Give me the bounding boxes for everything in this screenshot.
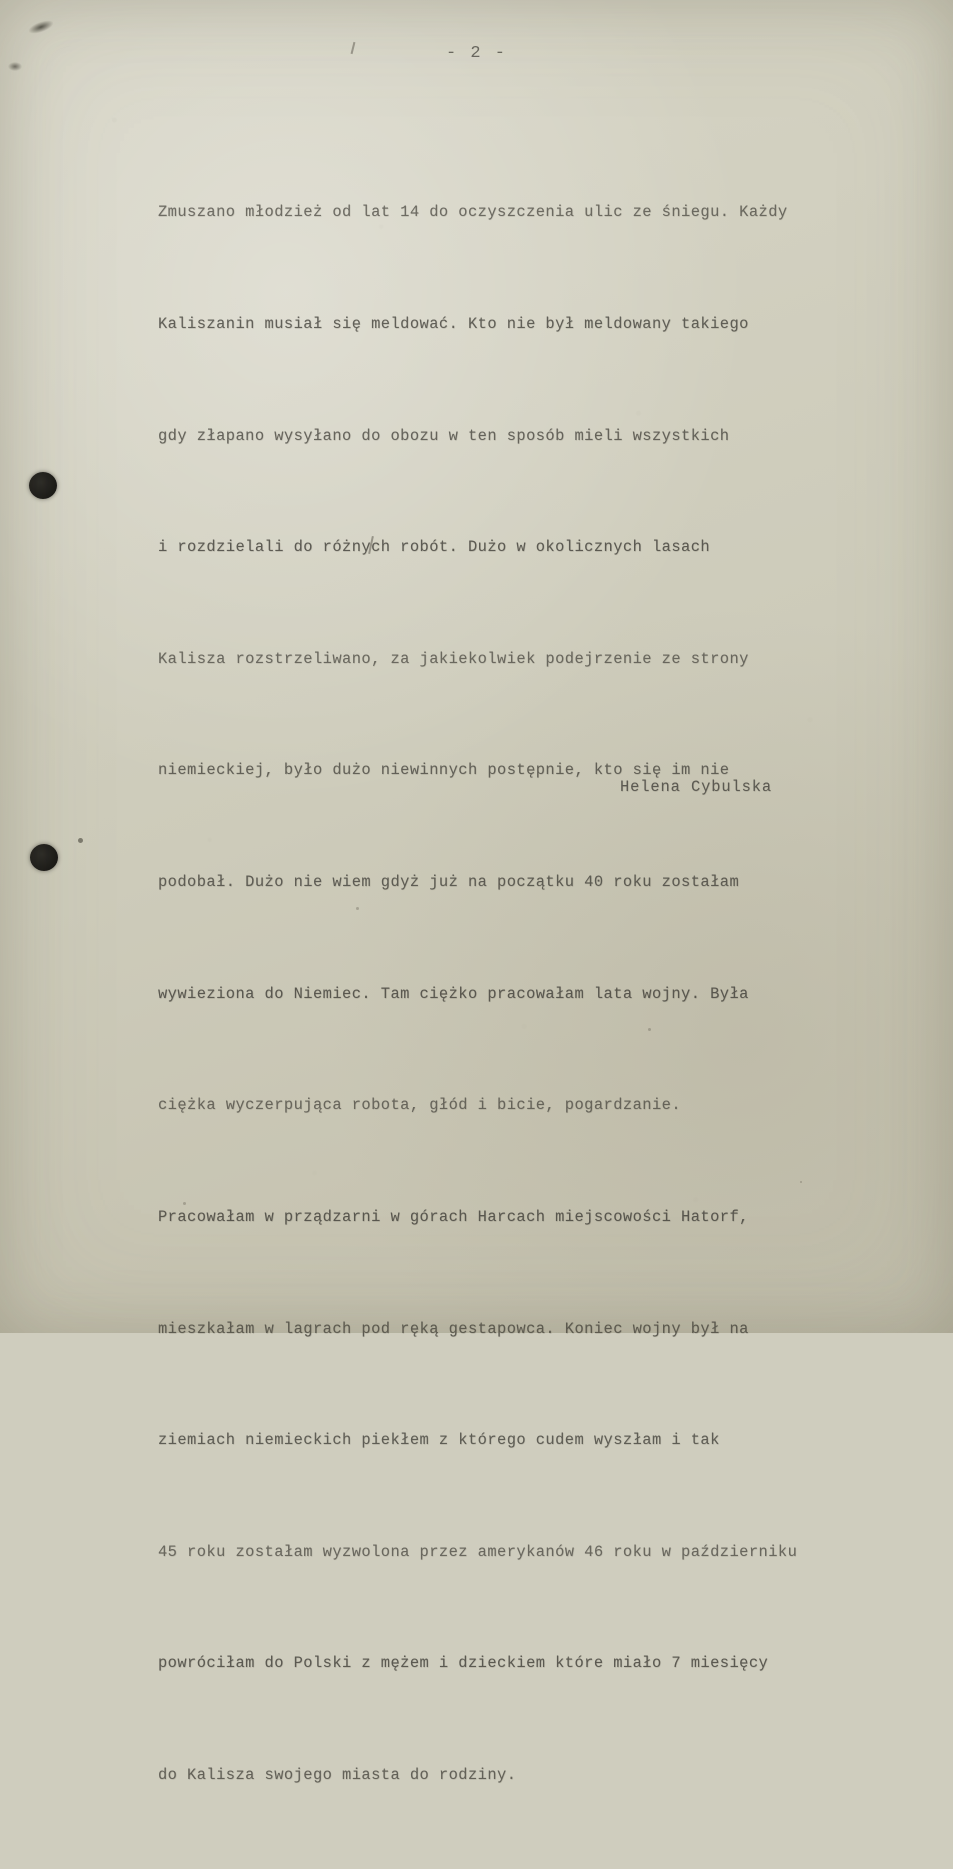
text-line: 45 roku zostałam wyzwolona przez amerykanów 46 roku w październiku xyxy=(158,1542,798,1561)
text-line: niemieckiej, było dużo niewinnych postępnie, kto się im nie xyxy=(158,761,730,780)
text-line: powróciłam do Polski z mężem i dzieckiem które miało 7 miesięcy xyxy=(158,1654,769,1673)
punch-hole-lower xyxy=(30,844,58,871)
text-line: ziemiach niemieckich piekłem z którego cudem wyszłam i tak xyxy=(158,1431,720,1450)
text-line: podobał. Dużo nie wiem gdyż już na początku 40 roku zostałam xyxy=(158,873,740,892)
paper-speck xyxy=(648,1028,651,1031)
scan-edge-smudge-left xyxy=(8,62,22,71)
text-line: i rozdzielali do różnych robót. Dużo w okolicznych lasach xyxy=(158,538,711,557)
paper-speck xyxy=(183,1202,186,1205)
text-line: Kalisza rozstrzeliwano, za jakiekolwiek podejrzenie ze strony xyxy=(158,649,749,668)
punch-hole-upper xyxy=(29,472,57,499)
paper-speck xyxy=(800,1181,802,1183)
scan-edge-smudge-top xyxy=(27,18,55,36)
page-number: - 2 - xyxy=(445,44,507,63)
text-line: mieszkałam w lagrach pod ręką gestapowca. Koniec wojny był na xyxy=(158,1319,749,1338)
text-line: do Kalisza swojego miasta do rodziny. xyxy=(158,1765,517,1784)
text-line: Pracowałam w prządzarni w górach Harcach miejscowości Hatorf, xyxy=(158,1207,749,1226)
text-line: wywieziona do Niemiec. Tam ciężko pracowałam lata wojny. Była xyxy=(158,984,749,1003)
text-line: ciężka wyczerpująca robota, głód i bicie, pogardzanie. xyxy=(158,1096,682,1115)
text-line: gdy złapano wysyłano do obozu w ten sposób mieli wszystkich xyxy=(158,426,730,445)
text-line: Kaliszanin musiał się meldować. Kto nie był meldowany takiego xyxy=(158,315,749,334)
typewritten-body-text xyxy=(158,120,920,1869)
ink-speck xyxy=(78,838,83,843)
text-line: Zmuszano młodzież od lat 14 do oczyszczenia ulic ze śniegu. Każdy xyxy=(158,203,788,222)
paper-speck xyxy=(356,907,359,910)
signature: Helena Cybulska xyxy=(620,778,773,796)
